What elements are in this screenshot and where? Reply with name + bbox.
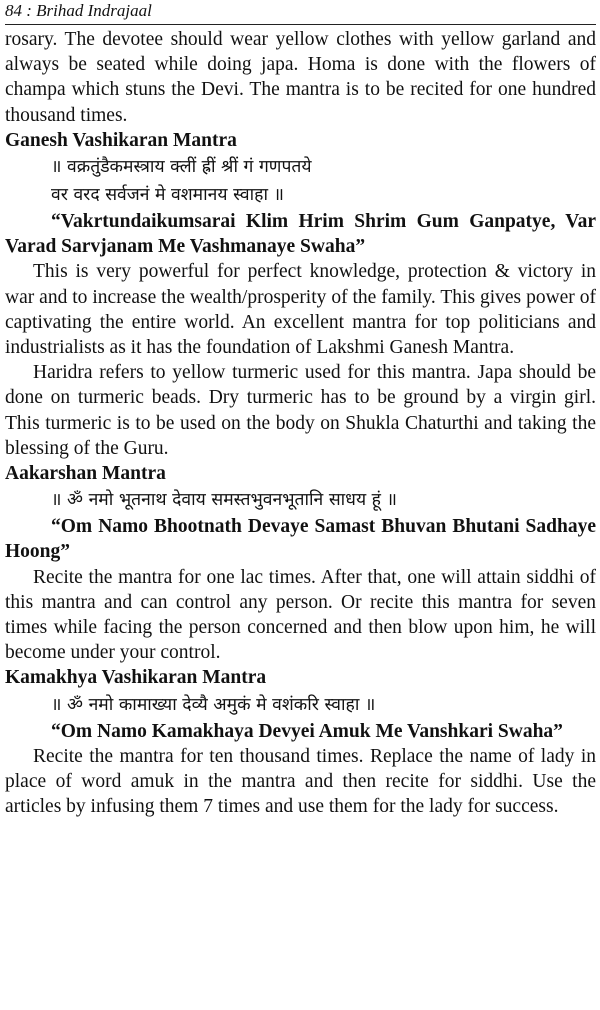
section-heading: Aakarshan Mantra [5,463,166,485]
devanagari-line: ॥ ॐ नमो भूतनाथ देवाय समस्तभुवनभूतानि साधय हूं ॥ [51,490,397,511]
devanagari-line: ॥ ॐ नमो कामाख्या देव्यै अमुकं मे वशंकरि स्वाहा ॥ [51,694,376,715]
section-aakarshan [5,461,596,665]
mantra-transliteration: “Om Namo Kamakhaya Devyei Amuk Me Vanshkari Swaha” [51,720,563,742]
running-header: 84 : Brihad Indrajaal [5,0,596,25]
section-kamakhya-vashikaran [5,665,596,819]
body-paragraph: Recite the mantra for ten thousand times. Replace the name of lady in place of word amuk in the mantra and then recite for siddhi. Use the articles by infusing them 7 times and use them for the lady for success. [5,745,596,818]
body-paragraph: This is very powerful for perfect knowledge, protection & victory in war and to increase the wealth/prosperity of the family. This gives power of captivating the entire world. An excellent mantra for top politicians and industrialists as it has the foundation of Lakshmi Ganesh Mantra. [5,261,596,359]
section-heading: Ganesh Vashikaran Mantra [5,129,237,151]
section-heading: Kamakhya Vashikaran Mantra [5,667,267,689]
section-ganesh-vashikaran [5,128,596,461]
intro-paragraph: rosary. The devotee should wear yellow clothes with yellow garland and always be seated while doing japa. Homa is done with the flowers of champa which stuns the Devi. The mantra is to be recited for one hundred thousand times. [5,29,596,126]
body-paragraph: Haridra refers to yellow turmeric used for this mantra. Japa should be done on turmeric beads. Dry turmeric has to be ground by a virgin girl. This turmeric is to be used on the body on Shukla Chaturthi and taking the blessing of the Guru. [5,362,596,459]
body-paragraph: Recite the mantra for one lac times. After that, one will attain siddhi of this mantra and can control any person. Or recite this mantra for seven times while facing the person concerned and then blow upon him, he will become under your control. [5,566,596,664]
mantra-transliteration: “Vakrtundaikumsarai Klim Hrim Shrim Gum Ganpatye, Var Varad Sarvjanam Me Vashmanaye Swaha” [5,211,596,258]
mantra-transliteration: “Om Namo Bhootnath Devaye Samast Bhuvan Bhutani Sadhaye Hoong” [5,516,596,563]
devanagari-line: वर वरद सर्वजनं मे वशमानय स्वाहा ॥ [51,185,285,206]
devanagari-line: ॥ वक्रतुंडैकमस्त्राय क्लीं ह्रीं श्रीं गं गणपतये [51,157,312,178]
